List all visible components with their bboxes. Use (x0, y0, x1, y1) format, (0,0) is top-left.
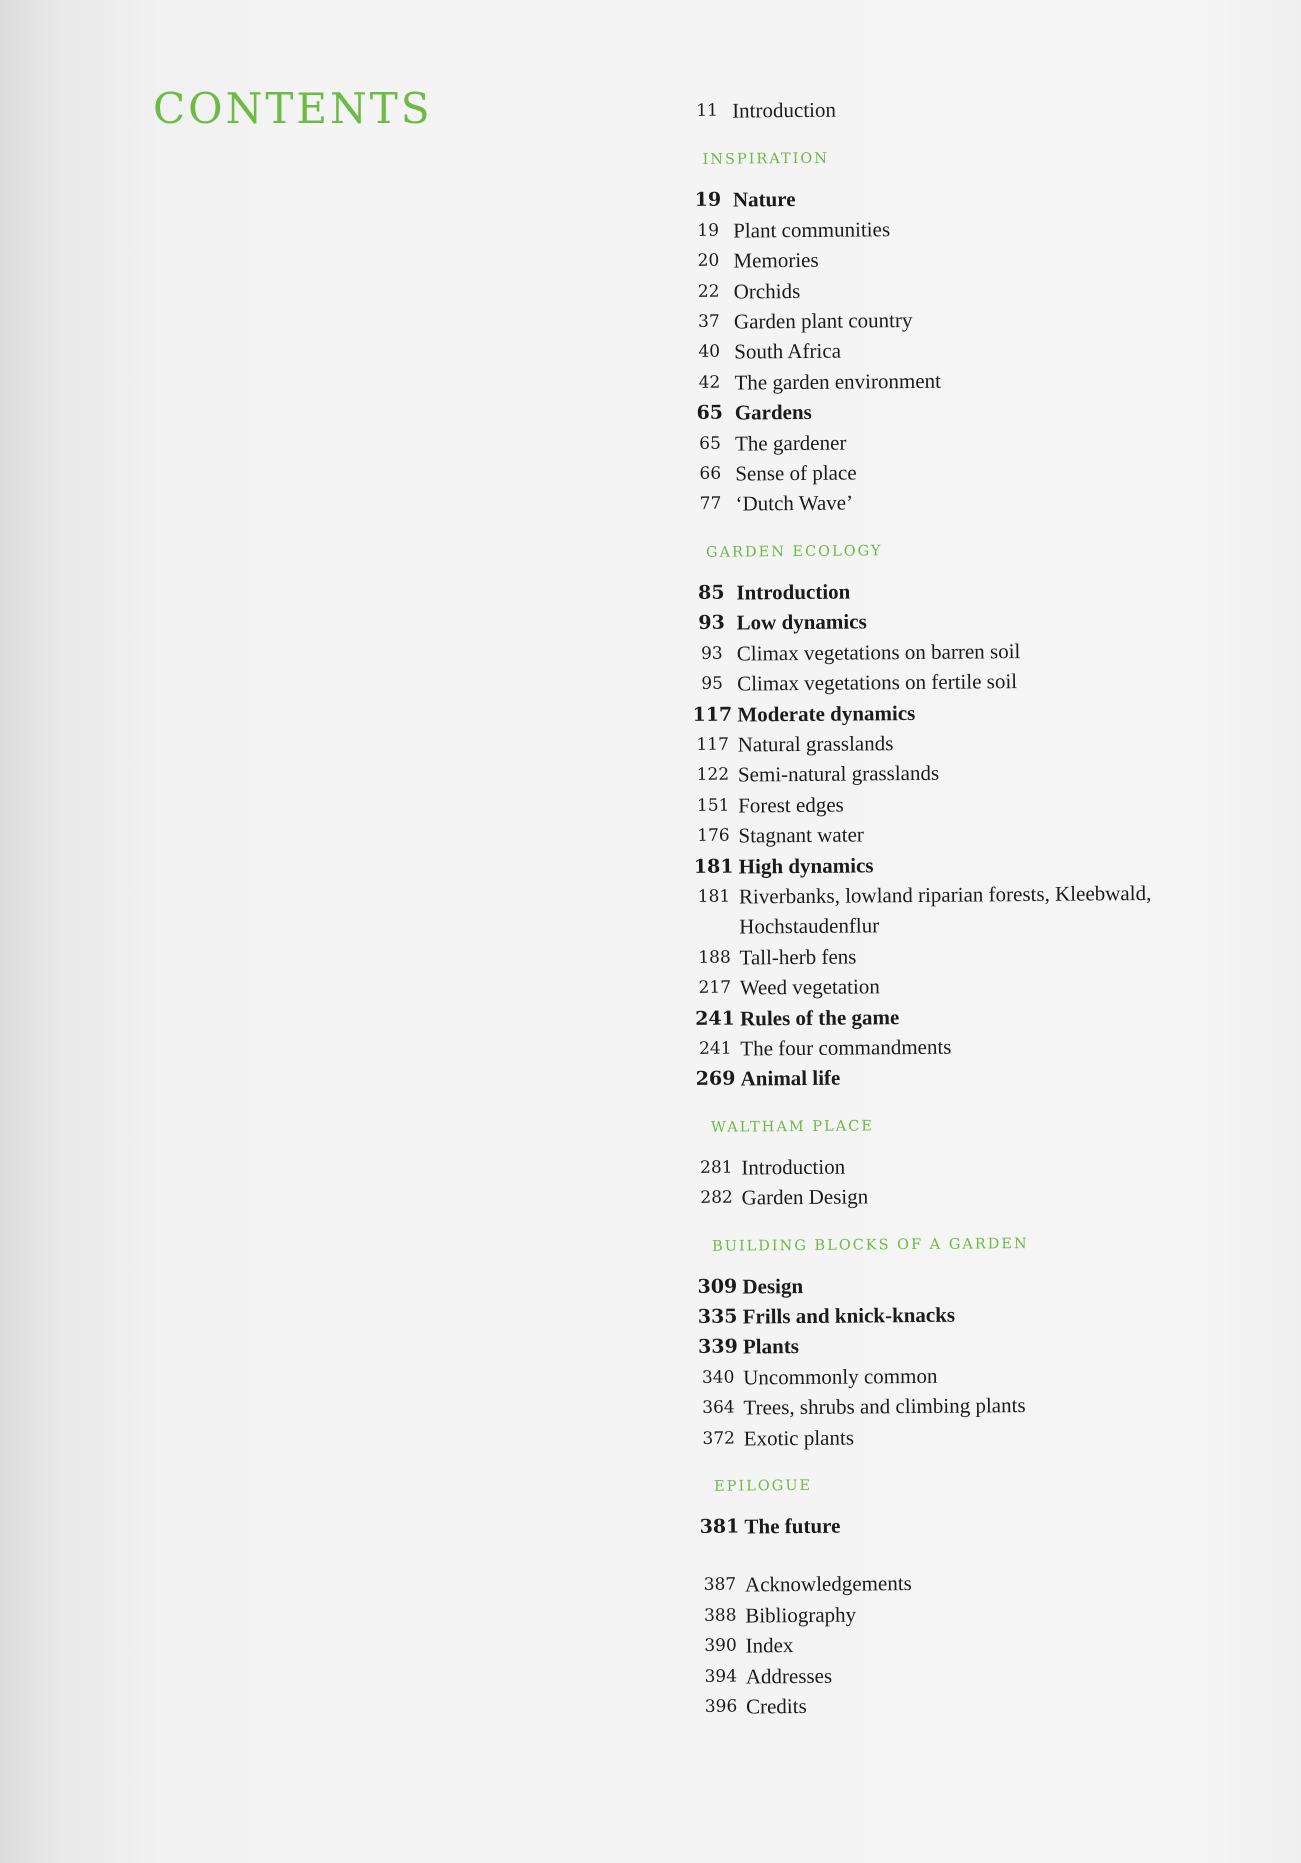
toc-entry (693, 1327, 1273, 1362)
entry-label: The future (744, 1513, 841, 1539)
toc-entry (684, 332, 1264, 367)
page-number: 394 (704, 1666, 738, 1687)
back-matter (695, 1565, 1276, 1722)
page-number: 40 (698, 342, 721, 363)
entry-label: Bibliography (745, 1602, 857, 1628)
toc-entry (686, 573, 1266, 608)
page-number: 95 (701, 673, 724, 694)
page-number: 339 (697, 1335, 738, 1359)
toc-entry (690, 998, 1270, 1033)
entry-label: Acknowledgements (744, 1571, 912, 1597)
page-number: 117 (692, 703, 733, 726)
page-number: 241 (698, 1038, 732, 1059)
entry-label: Sense of place (735, 460, 857, 486)
entry-label: South Africa (734, 339, 842, 364)
page-number: 396 (704, 1696, 738, 1717)
entry-label: Stagnant water (738, 822, 864, 848)
entry-label: Semi-natural grasslands (737, 761, 940, 787)
entry-label: Index (745, 1633, 794, 1658)
section-heading: BUILDING BLOCKS OF A GARDEN (711, 1235, 1029, 1255)
page-number: 241 (695, 1007, 735, 1030)
toc-entry (695, 1565, 1275, 1600)
toc-entry (687, 664, 1267, 699)
page-number: 42 (698, 372, 721, 393)
entry-label: Climax vegetations on fertile soil (737, 669, 1018, 696)
page-number: 387 (703, 1575, 737, 1596)
entry-label: Frills and knick-knacks (742, 1302, 956, 1329)
toc-entry (694, 1419, 1274, 1454)
toc-entry (683, 180, 1263, 215)
page-number: 65 (696, 401, 724, 425)
entry-label: Memories (733, 248, 819, 273)
page-number: 309 (697, 1275, 738, 1298)
toc-entry (690, 1029, 1270, 1064)
entry-label: Plants (742, 1334, 800, 1359)
entry-label: Gardens (734, 400, 812, 425)
entry-label: Tall-herb fens (739, 944, 857, 970)
section-heading: EPILOGUE (714, 1477, 813, 1495)
toc-entry (687, 694, 1267, 729)
entry-label: Uncommonly common (743, 1363, 938, 1390)
page-number: 93 (698, 611, 725, 635)
entry-label: Trees, shrubs and climbing plants (743, 1393, 1026, 1420)
page-number: 85 (698, 581, 725, 604)
toc-entry (690, 968, 1270, 1003)
entry-label: Exotic plants (743, 1425, 855, 1451)
entry-label: Forest edges (738, 792, 844, 818)
toc-entry (688, 786, 1268, 821)
page-number: 181 (693, 855, 734, 878)
entry-label: Plant communities (733, 217, 891, 243)
toc-entry-intro (682, 91, 1262, 126)
page-number: 176 (697, 825, 730, 847)
entry-label: Riverbanks, lowland riparian forests, Kleebwald, Hochstaudenflur (738, 880, 1152, 939)
toc-entry (683, 211, 1263, 246)
page-number: 65 (699, 433, 721, 454)
toc-entry (693, 1297, 1273, 1332)
entry-label: Animal life (740, 1066, 841, 1091)
toc-entry (688, 816, 1268, 851)
page-number: 93 (700, 643, 723, 664)
entry-label: Weed vegetation (739, 974, 880, 1000)
entry-label: Nature (732, 187, 796, 212)
page-number: 151 (696, 795, 730, 816)
toc-entry (691, 1178, 1271, 1213)
toc-entry (689, 877, 1270, 943)
toc-entry (685, 424, 1265, 459)
page-number: 188 (698, 947, 731, 968)
page-number: 340 (701, 1367, 735, 1388)
page-number: 117 (696, 734, 729, 755)
entry-label: Design (742, 1273, 804, 1299)
entry-label: ‘Dutch Wave’ (735, 490, 854, 517)
entry-label: Climax vegetations on barren soil (736, 638, 1021, 666)
entry-label: The garden environment (734, 368, 942, 395)
page-number: 388 (703, 1605, 737, 1626)
page-number: 381 (699, 1515, 740, 1538)
toc-entry (685, 454, 1265, 489)
toc-entry (688, 755, 1268, 790)
toc-entry (683, 241, 1263, 276)
entry-label: The four commandments (740, 1034, 952, 1061)
page-number: 372 (702, 1428, 736, 1449)
toc-entry (689, 938, 1269, 973)
toc-entry (685, 484, 1265, 519)
entry-label: Garden Design (741, 1184, 869, 1210)
toc-entry (693, 1358, 1273, 1393)
toc-entry (684, 272, 1264, 307)
page-number: 122 (696, 764, 730, 786)
toc-entry (696, 1657, 1276, 1692)
toc-entry (684, 302, 1264, 337)
entry-label: Orchids (733, 278, 801, 304)
entry-label: Moderate dynamics (737, 700, 916, 727)
toc-entry (694, 1507, 1274, 1542)
page-number: 66 (699, 463, 722, 484)
toc-entry (685, 393, 1265, 428)
entry-label: Low dynamics (736, 609, 867, 635)
toc-entry (686, 603, 1266, 638)
page-number: 269 (695, 1067, 736, 1091)
entry-label: Credits (745, 1694, 807, 1719)
toc-entry (687, 634, 1267, 669)
toc-entry (684, 363, 1264, 398)
sections (682, 147, 1274, 1542)
toc-entry (692, 1266, 1272, 1301)
page-number: 20 (697, 250, 720, 272)
page-number: 11 (696, 100, 719, 121)
section-heading: WALTHAM PLACE (710, 1118, 874, 1136)
toc-entry (696, 1687, 1276, 1722)
entry-label: Natural grasslands (737, 731, 894, 757)
section-heading: GARDEN ECOLOGY (705, 543, 883, 561)
toc-entry (689, 846, 1269, 881)
toc-entry (688, 725, 1268, 760)
toc-entry (695, 1626, 1275, 1661)
table-of-contents (682, 91, 1276, 1722)
page-number: 37 (698, 311, 720, 332)
page-number: 19 (697, 220, 720, 241)
toc-entry (691, 1148, 1271, 1183)
entry-label: Addresses (745, 1663, 833, 1689)
entry-label: Introduction (741, 1154, 846, 1180)
toc-entry (693, 1388, 1273, 1423)
page-number: 77 (699, 494, 722, 515)
page-title: CONTENTS (153, 84, 433, 133)
page-number: 281 (700, 1157, 733, 1178)
entry-label: Garden plant country (733, 308, 913, 334)
entry-label: Introduction (732, 97, 837, 123)
page-number: 282 (700, 1187, 733, 1209)
page-number: 390 (704, 1635, 737, 1657)
page-number: 364 (702, 1397, 735, 1419)
entry-label: The gardener (734, 430, 847, 456)
page-number: 22 (697, 281, 720, 302)
page-number: 19 (694, 189, 722, 212)
entry-label: Rules of the game (739, 1004, 900, 1031)
toc-entry (695, 1596, 1275, 1631)
page-number: 181 (697, 886, 731, 907)
section-heading: INSPIRATION (702, 151, 830, 169)
entry-label: High dynamics (738, 852, 874, 879)
page-number: 217 (698, 977, 732, 999)
entry-label: Introduction (736, 579, 851, 605)
page-number: 335 (697, 1305, 738, 1328)
toc-entry (690, 1059, 1270, 1094)
